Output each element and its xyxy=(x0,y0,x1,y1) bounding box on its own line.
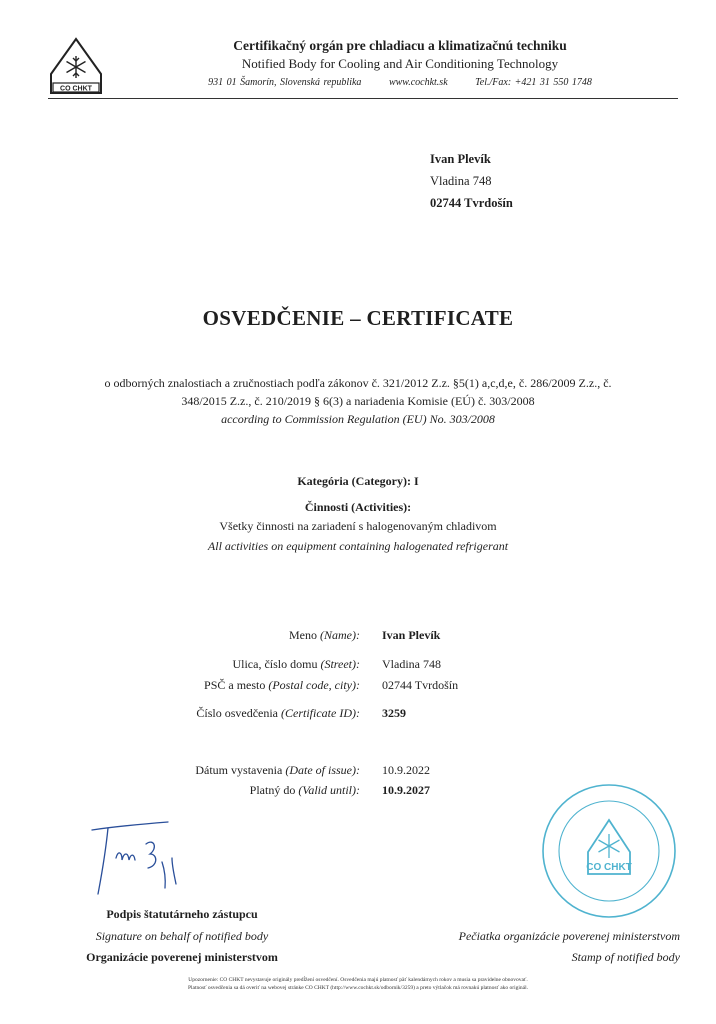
activities-label: Činnosti (Activities): xyxy=(304,500,412,514)
legal-basis-line-2: 348/2015 Z.z., č. 210/2019 § 6(3) a nariadenia Komisie (EÚ) č. 303/2008 xyxy=(181,394,535,408)
org-name-sk: Certifikačný orgán pre chladiacu a klimatizačnú techniku xyxy=(233,38,567,53)
category xyxy=(0,474,716,489)
field-value-name: Ivan Plevík xyxy=(382,628,441,642)
legal-basis xyxy=(60,374,656,428)
org-name-en: Notified Body for Cooling and Air Conditioning Technology xyxy=(241,56,559,71)
org-website: www.cochkt.sk xyxy=(388,77,448,88)
header-divider xyxy=(48,98,678,99)
category-value: I xyxy=(413,474,419,488)
field-value-street: Vladina 748 xyxy=(382,657,441,671)
field-value-certificate-id: 3259 xyxy=(382,706,406,720)
legal-basis-line-1: o odborných znalostiach a zručnostiach podľa zákonov č. 321/2012 Z.z. §5(1) a,c,d,e, č. 286/2009 Z.z., č. xyxy=(104,376,612,390)
activities-en: All activities on equipment containing halogenated refrigerant xyxy=(207,539,509,553)
field-value-valid-until: 10.9.2027 xyxy=(382,783,430,797)
field-value-date-of-issue: 10.9.2022 xyxy=(382,763,430,777)
org-contact-line xyxy=(120,77,680,88)
recipient-city: 02744 Tvrdošín xyxy=(430,196,513,210)
handwritten-signature xyxy=(88,818,198,898)
co-chkt-logo-icon xyxy=(48,36,104,96)
logo-text: CO CHKT xyxy=(60,85,92,93)
field-label-valid-until: Platný do (Valid until): xyxy=(249,783,360,797)
signature-org: Organizácie poverenej ministerstvom xyxy=(86,950,278,964)
org-phone: Tel./Fax: +421 31 550 1748 xyxy=(475,77,592,88)
field-label-certificate-id: Číslo osvedčenia (Certificate ID): xyxy=(196,706,360,720)
document-title: OSVEDČENIE – CERTIFICATE xyxy=(202,306,514,330)
organization-stamp xyxy=(540,782,678,920)
recipient-name: Ivan Plevík xyxy=(430,152,491,166)
field-label-name: Meno (Name): xyxy=(289,628,360,642)
legal-basis-line-3: according to Commission Regulation (EU) No. 303/2008 xyxy=(221,412,495,426)
stamp-title-en: Stamp of notified body xyxy=(571,950,680,964)
footer-note-1: Upozornenie: CO CHKT nevystavuje originály predĺžení osvedčení. Osvedčenia majú platnosť päť kalendárnych rokov a musia sa pravidelne obnovovať. xyxy=(188,977,528,983)
field-label-date-of-issue: Dátum vystavenia (Date of issue): xyxy=(195,763,360,777)
stamp-title-sk: Pečiatka organizácie poverenej ministerstvom xyxy=(458,929,680,943)
field-label-street: Ulica, číslo domu (Street): xyxy=(232,657,360,671)
org-address: 931 01 Šamorín, Slovenská republika xyxy=(208,77,362,88)
stamp-text: CO CHKT xyxy=(586,862,632,873)
category-label: Kategória (Category): xyxy=(297,474,411,488)
field-label-postal-city: PSČ a mesto (Postal code, city): xyxy=(204,678,360,692)
recipient-street: Vladina 748 xyxy=(430,174,492,188)
activities-sk: Všetky činnosti na zariadení s halogenovaným chladivom xyxy=(219,519,497,533)
signature-title-en: Signature on behalf of notified body xyxy=(95,929,269,943)
footer-note-2: Platnosť osvedčenia sa dá overiť na webovej stránke CO CHKT (http://www.cochkt.sk/odbornik/3259) a preto výtlačok má rovnakú platnosť ako originál. xyxy=(187,985,529,991)
field-value-postal-city: 02744 Tvrdošín xyxy=(382,678,459,692)
signature-title-sk: Podpis štatutárneho zástupcu xyxy=(106,907,258,921)
